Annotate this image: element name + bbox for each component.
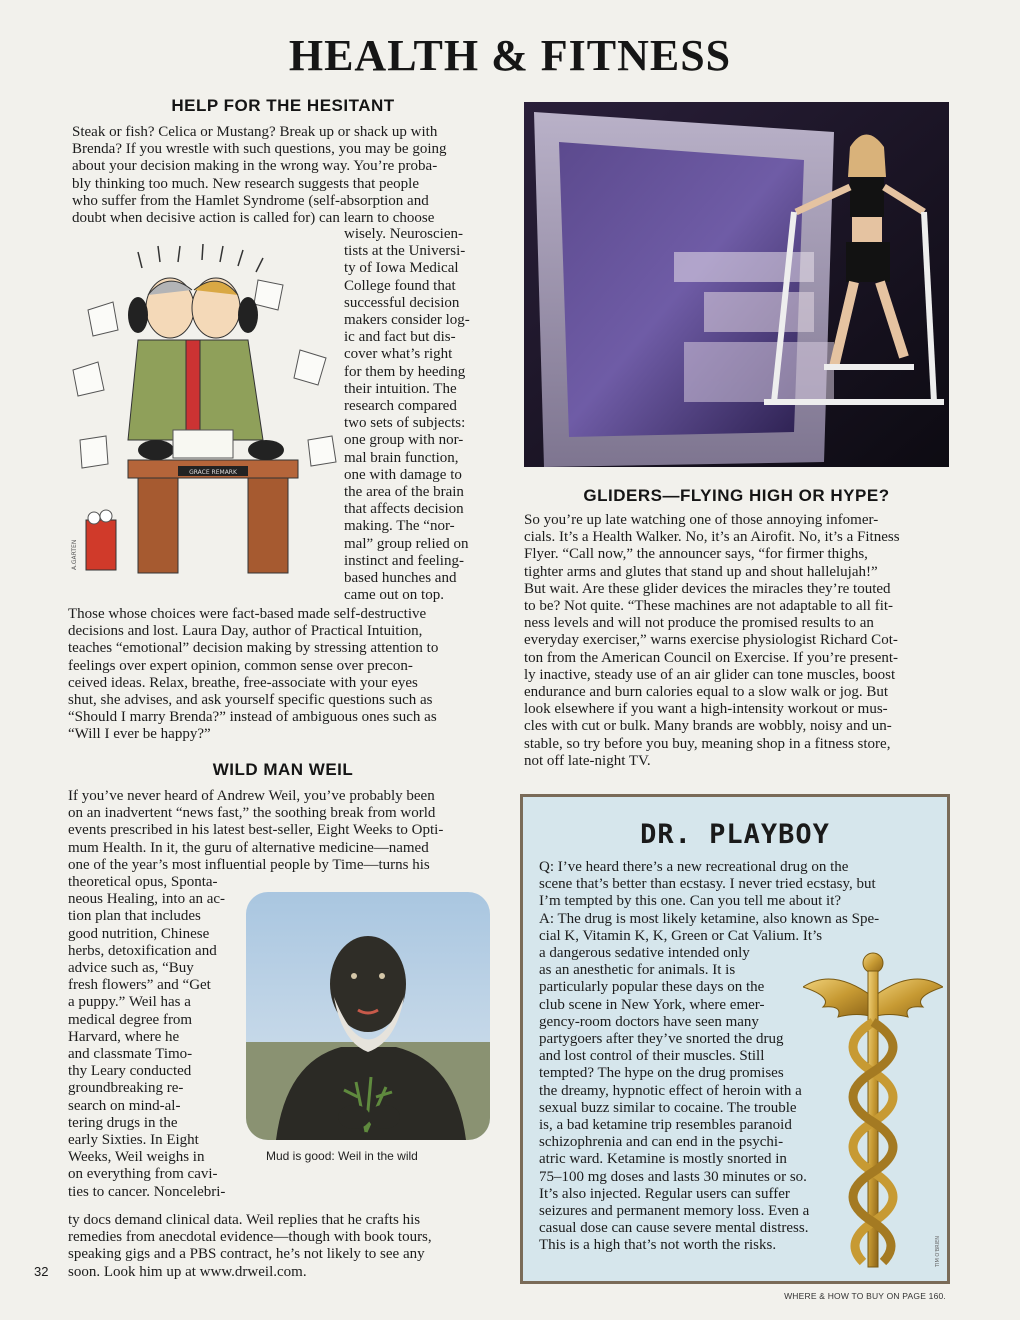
- hesitant-intro: [72, 124, 494, 227]
- text-line: who suffer from the Hamlet Syndrome (self-absorption and: [72, 192, 429, 209]
- text-line: ty docs demand clinical data. Weil replies that he crafts his: [68, 1212, 421, 1228]
- text-line: ness levels and will not produce the promised results to an: [524, 615, 874, 632]
- text-line: atric ward. Ketamine is mostly snorted in: [539, 1151, 787, 1168]
- text-line: College found that: [344, 277, 456, 294]
- text-line: instinct and feeling-: [344, 552, 464, 569]
- text-line: fresh flowers” and “Get: [68, 977, 211, 994]
- text-line: Weeks, Weil weighs in: [68, 1149, 205, 1166]
- text-line: ic and fact but dis-: [344, 329, 456, 346]
- text-line: particularly popular these days on the: [539, 979, 765, 996]
- text-line: one group with nor-: [344, 432, 464, 449]
- text-line: neous Healing, into an ac-: [68, 891, 226, 908]
- text-line: cles with cut or bulk. Many brands are wobbly, noisy and un-: [524, 718, 892, 735]
- text-line: ly inactive, steady use of an air glider can tone muscles, boost: [524, 666, 896, 683]
- text-line: 75–100 mg doses and lasts 30 minutes or so.: [539, 1168, 807, 1185]
- weil-conclusion: [68, 1212, 494, 1281]
- text-line: wisely. Neuroscien-: [344, 226, 463, 242]
- text-line: medical degree from: [68, 1011, 193, 1028]
- text-line: I’m tempted by this one. Can you tell me about it?: [539, 893, 842, 910]
- text-line: Harvard, where he: [68, 1028, 180, 1045]
- text-line: doubt when decisive action is called for) can learn to choose: [72, 210, 435, 227]
- text-line: stable, so try before you buy, meaning shop in a fitness store,: [524, 735, 891, 752]
- text-line: one of the year’s most influential people by Time—turns his: [68, 856, 430, 873]
- text-line: If you’ve never heard of Andrew Weil, you’ve probably been: [68, 788, 435, 804]
- text-line: soon. Look him up at www.drweil.com.: [68, 1263, 307, 1280]
- text-line: makers consider log-: [344, 312, 470, 329]
- weil-intro: [68, 788, 494, 874]
- text-line: making. The “nor-: [344, 518, 455, 535]
- text-line: sexual buzz similar to cocaine. The trouble: [539, 1099, 797, 1116]
- text-line: as an anesthetic for animals. It is: [539, 962, 736, 979]
- weil-wrap-text: [68, 874, 240, 1201]
- text-line: remedies from anecdotal evidence—though with book tours,: [68, 1229, 432, 1246]
- text-line: search on mind-al-: [68, 1097, 181, 1114]
- text-line: mal” group relied on: [344, 535, 469, 552]
- footer-note: WHERE & HOW TO BUY ON PAGE 160.: [784, 1291, 946, 1301]
- text-line: gency-room doctors have seen many: [539, 1013, 759, 1030]
- text-line: successful decision: [344, 294, 460, 311]
- text-line: mum Health. In it, the guru of alternative medicine—named: [68, 839, 429, 856]
- text-line: Q: I’ve heard there’s a new recreational drug on the: [539, 859, 849, 875]
- text-line: to be? Not quite. “These machines are not adaptable to all fit-: [524, 598, 894, 615]
- text-line: events prescribed in his latest best-seller, Eight Weeks to Opti-: [68, 822, 444, 839]
- page-number: 32: [34, 1264, 49, 1279]
- text-line: ties to cancer. Noncelebri-: [68, 1183, 226, 1200]
- hesitant-illustration: [68, 240, 340, 595]
- text-line: A: The drug is most likely ketamine, also known as Spe-: [539, 910, 880, 927]
- text-line: tempted? The hype on the drug promises: [539, 1065, 784, 1082]
- text-line: one with damage to: [344, 466, 462, 483]
- weil-photo: [246, 892, 538, 1182]
- text-line: This is a high that’s not worth the risks.: [539, 1237, 777, 1254]
- text-line: their intuition. The: [344, 380, 457, 397]
- text-line: thy Leary conducted: [68, 1063, 192, 1080]
- text-line: ceived ideas. Relax, breathe, free-associate with your eyes: [68, 674, 418, 691]
- text-line: theoretical opus, Sponta-: [68, 874, 218, 890]
- text-line: scene that’s better than ecstasy. I never tried ecstasy, but: [539, 876, 876, 893]
- text-line: Flyer. “Call now,” the announcer says, “for firmer thighs,: [524, 546, 868, 563]
- hesitant-wrap-text: [344, 226, 494, 604]
- text-line: shut, she advises, and ask yourself specific questions such as: [68, 692, 433, 709]
- caduceus-credit: TIM O'BRIEN: [935, 1235, 941, 1267]
- weil-photo-caption: Mud is good: Weil in the wild: [266, 1149, 418, 1163]
- text-line: feelings over expert opinion, common sense over precon-: [68, 657, 413, 674]
- gliders-body: [524, 512, 946, 770]
- caduceus-icon: [803, 947, 943, 1277]
- text-line: ty of Iowa Medical: [344, 260, 459, 277]
- text-line: and classmate Timo-: [68, 1046, 193, 1063]
- dr-playboy-answer: [539, 945, 839, 1255]
- text-line: speaking gigs and a PBS contract, he’s not likely to see any: [68, 1246, 425, 1263]
- text-line: look elsewhere if you want a high-intensity workout or mus-: [524, 701, 888, 718]
- text-line: a puppy.” Weil has a: [68, 994, 191, 1011]
- text-line: casual dose can cause severe mental distress.: [539, 1220, 809, 1237]
- illustration-nameplate: GRACE REMARK: [189, 469, 237, 476]
- headline-weil: WILD MAN WEIL: [212, 760, 354, 779]
- text-line: the dreamy, hypnotic effect of heroin with a: [539, 1082, 802, 1099]
- text-line: everyday exerciser,” warns exercise physiologist Richard Cot-: [524, 632, 898, 649]
- text-line: “Will I ever be happy?”: [68, 726, 211, 743]
- text-line: on an inadvertent “news fast,” the soothing break from world: [68, 805, 436, 822]
- text-line: It’s also injected. Regular users can suffer: [539, 1185, 790, 1202]
- text-line: bly thinking too much. New research suggests that people: [72, 175, 420, 192]
- text-line: club scene in New York, where emer-: [539, 996, 765, 1013]
- text-line: ton from the American Council on Exercise. If you’re present-: [524, 649, 899, 666]
- text-line: decisions and lost. Laura Day, author of Practical Intuition,: [68, 623, 423, 640]
- text-line: on everything from cavi-: [68, 1166, 218, 1183]
- text-line: tion plan that includes: [68, 908, 201, 925]
- text-line: partygoers after they’ve snorted the drug: [539, 1031, 784, 1048]
- text-line: schizophrenia and can end in the psychi-: [539, 1134, 784, 1151]
- headline-hesitant: HELP FOR THE HESITANT: [171, 96, 395, 115]
- text-line: that affects decision: [344, 501, 464, 518]
- text-line: So you’re up late watching one of those annoying infomer-: [524, 512, 879, 528]
- text-line: tists at the Universi-: [344, 243, 466, 260]
- text-line: advice such as, “Buy: [68, 960, 194, 977]
- dr-playboy-box: [520, 794, 950, 1284]
- text-line: cial K, Vitamin K, K, Green or Cat Valium. It’s: [539, 927, 823, 944]
- text-line: mal brain function,: [344, 449, 459, 466]
- text-line: two sets of subjects:: [344, 415, 466, 432]
- text-line: tering drugs in the: [68, 1114, 178, 1131]
- text-line: Brenda? If you wrestle with such questions, you may be going: [72, 141, 447, 158]
- dr-playboy-question: [539, 859, 931, 945]
- text-line: early Sixties. In Eight: [68, 1132, 199, 1149]
- text-line: endurance and burn calories equal to a slow walk or jog. But: [524, 684, 889, 701]
- text-line: came out on top.: [344, 587, 444, 604]
- text-line: “Should I marry Brenda?” instead of ambiguous ones such as: [68, 709, 437, 726]
- illustration-credit: A.GARTEN: [71, 539, 78, 570]
- text-line: herbs, detoxification and: [68, 942, 217, 959]
- text-line: teaches “emotional” decision making by stressing attention to: [68, 640, 439, 657]
- text-line: research compared: [344, 398, 457, 415]
- text-line: and lost control of their muscles. Still: [539, 1048, 765, 1065]
- text-line: a dangerous sedative intended only: [539, 945, 750, 961]
- text-line: not off late-night TV.: [524, 752, 651, 769]
- text-line: Those whose choices were fact-based made self-destructive: [68, 606, 427, 622]
- text-line: tighter arms and glutes that stand up and shout hallelujah!”: [524, 563, 878, 580]
- text-line: But wait. Are these glider devices the miracles they’re touted: [524, 580, 891, 597]
- headline-gliders: GLIDERS—FLYING HIGH OR HYPE?: [583, 486, 890, 505]
- text-line: is, a bad ketamine trip resembles paranoid: [539, 1117, 792, 1134]
- text-line: the area of the brain: [344, 484, 464, 501]
- text-line: cover what’s right: [344, 346, 453, 363]
- text-line: Steak or fish? Celica or Mustang? Break up or shack up with: [72, 124, 438, 140]
- glider-photo: [524, 102, 949, 467]
- text-line: good nutrition, Chinese: [68, 925, 210, 942]
- hesitant-conclusion: [68, 606, 494, 744]
- text-line: for them by heeding: [344, 363, 466, 380]
- text-line: cials. It’s a Health Walker. No, it’s an Airofit. No, it’s a Fitness: [524, 529, 900, 546]
- text-line: based hunches and: [344, 570, 457, 587]
- dr-playboy-title: DR. PLAYBOY: [640, 819, 830, 850]
- text-line: about your decision making in the wrong way. You’re proba-: [72, 158, 438, 175]
- text-line: seizures and permanent memory loss. Even a: [539, 1203, 810, 1220]
- section-title: HEALTH & FITNESS: [288, 31, 732, 80]
- text-line: groundbreaking re-: [68, 1080, 184, 1097]
